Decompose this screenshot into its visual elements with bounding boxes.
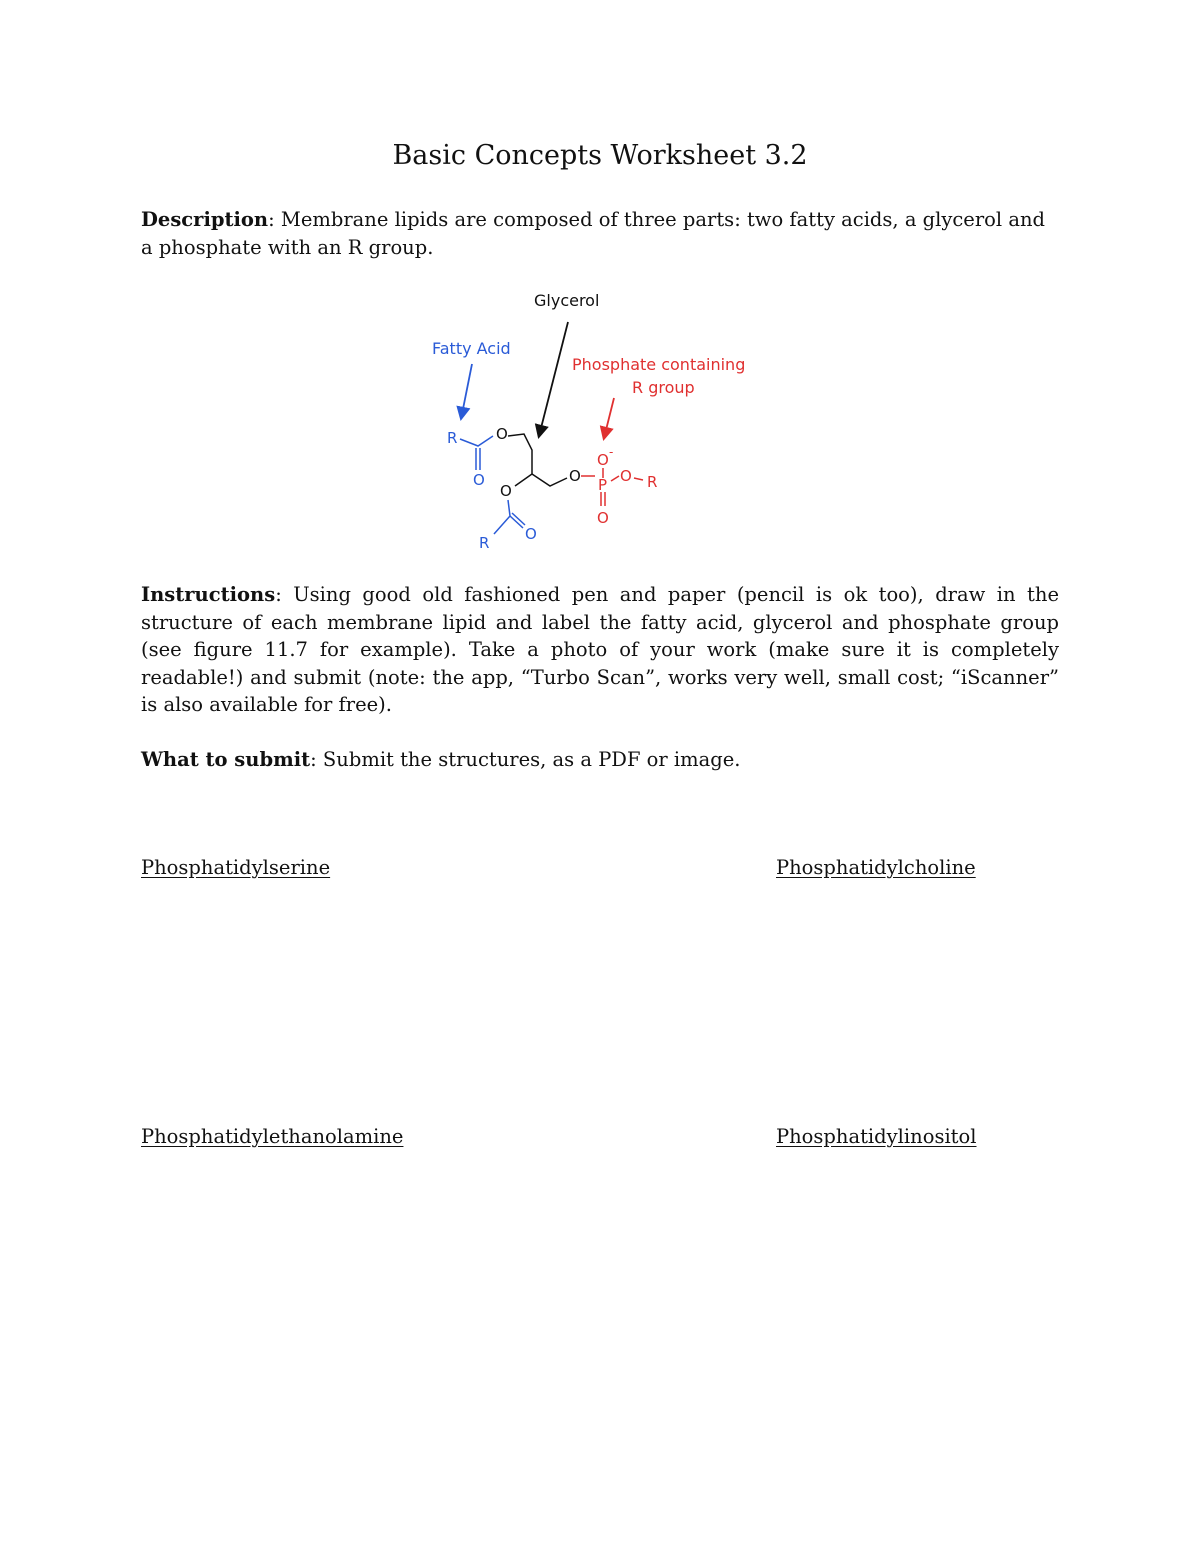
glycerol-O-link: O (569, 467, 581, 485)
phosphate-P-atom: P (598, 476, 608, 494)
phosphate-charge: - (609, 445, 614, 459)
fa1-R-atom: R (447, 429, 458, 447)
glycerol-arrow (540, 322, 568, 432)
phosphate-O-minus: O (597, 451, 609, 469)
instructions-paragraph (141, 581, 1059, 719)
fa2-O-carbonyl: O (525, 525, 537, 543)
submit-text: Submit the structures, as a PDF or image. (316, 748, 741, 771)
instructions-label: Instructions (141, 583, 276, 606)
description-sep: : (268, 208, 275, 231)
fa1-O-ester: O (496, 425, 508, 443)
submit-paragraph (141, 746, 1059, 774)
phosphate-label-line1: Phosphate containing (572, 355, 746, 374)
phosphate-O-ester: O (620, 467, 632, 485)
instructions-text-1: Using good old fashioned pen and paper (pencil is ok too), draw in the (281, 583, 1059, 606)
fa2-R-atom: R (479, 534, 490, 552)
lipid-label-phosphatidylethanolamine: Phosphatidylethanolamine (141, 1125, 404, 1148)
fa2-O-ester: O (500, 482, 512, 500)
description-text: Membrane lipids are composed of three parts: two fatty acids, a glycerol and a phosphate with an R group. (141, 208, 1046, 259)
membrane-lipid-figure (420, 282, 780, 557)
submit-sep: : (310, 748, 317, 771)
instructions-line-1 (141, 581, 1059, 609)
glycerol-label: Glycerol (534, 291, 600, 310)
phosphate-arrow (605, 398, 614, 434)
page-title: Basic Concepts Worksheet 3.2 (392, 140, 808, 171)
lipid-label-phosphatidylcholine: Phosphatidylcholine (776, 856, 976, 879)
fatty-acid-label: Fatty Acid (432, 339, 511, 358)
phosphate-label-line2: R group (632, 378, 695, 397)
fatty-acid-arrow (462, 364, 472, 414)
instructions-sep: : (275, 583, 282, 606)
instructions-line-3: (see figure 11.7 for example). Take a photo of your work (make sure it is completely (141, 638, 1059, 661)
lipid-label-phosphatidylserine: Phosphatidylserine (141, 856, 331, 879)
fa1-O-carbonyl: O (473, 471, 485, 489)
instructions-line-5: is also available for free). (141, 693, 392, 716)
phosphate-O-double: O (597, 509, 609, 527)
phosphate-R-atom: R (647, 473, 658, 491)
instructions-line-2: structure of each membrane lipid and label the fatty acid, glycerol and phosphate group (141, 610, 1059, 634)
lipid-label-phosphatidylinositol: Phosphatidylinositol (776, 1125, 977, 1148)
submit-label: What to submit (141, 748, 311, 771)
instructions-line-4: readable!) and submit (note: the app, “Turbo Scan”, works very well, small cost; “iScanner” (141, 665, 1059, 689)
description-paragraph (141, 206, 1059, 261)
description-label: Description (141, 208, 269, 231)
